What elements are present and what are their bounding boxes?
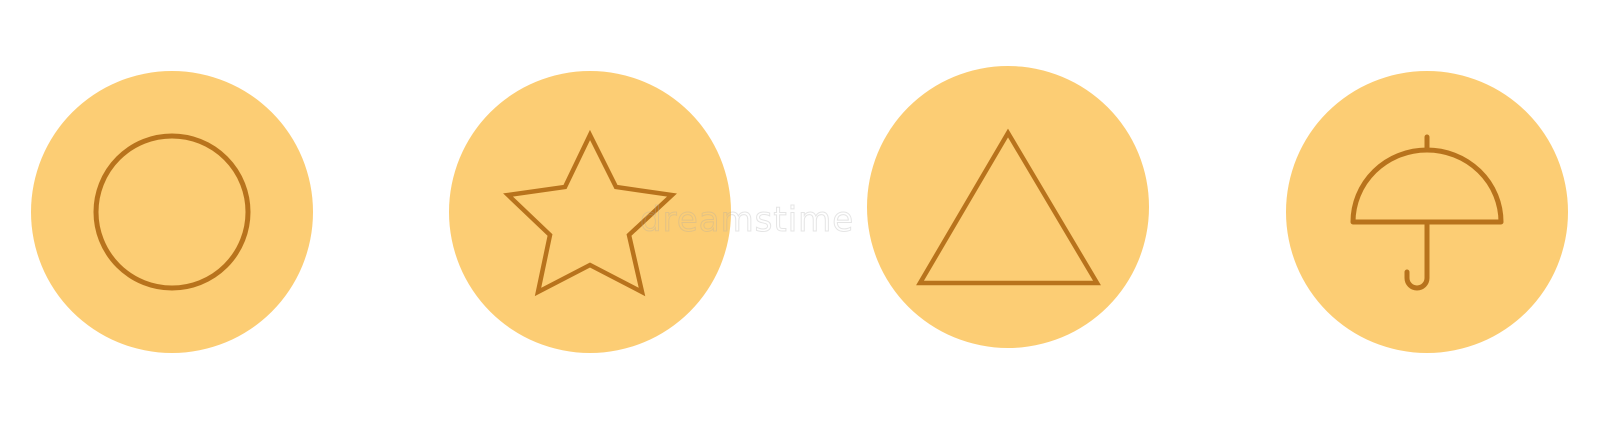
- badge-background: [31, 71, 313, 353]
- circle-badge: [31, 71, 313, 353]
- badge-background: [449, 71, 731, 353]
- badge-background: [867, 66, 1149, 348]
- watermark-text: dreamstime: [640, 200, 855, 240]
- star-badge: [449, 71, 731, 353]
- triangle-badge: [867, 66, 1149, 348]
- umbrella-badge: [1286, 71, 1568, 353]
- badge-background: [1286, 71, 1568, 353]
